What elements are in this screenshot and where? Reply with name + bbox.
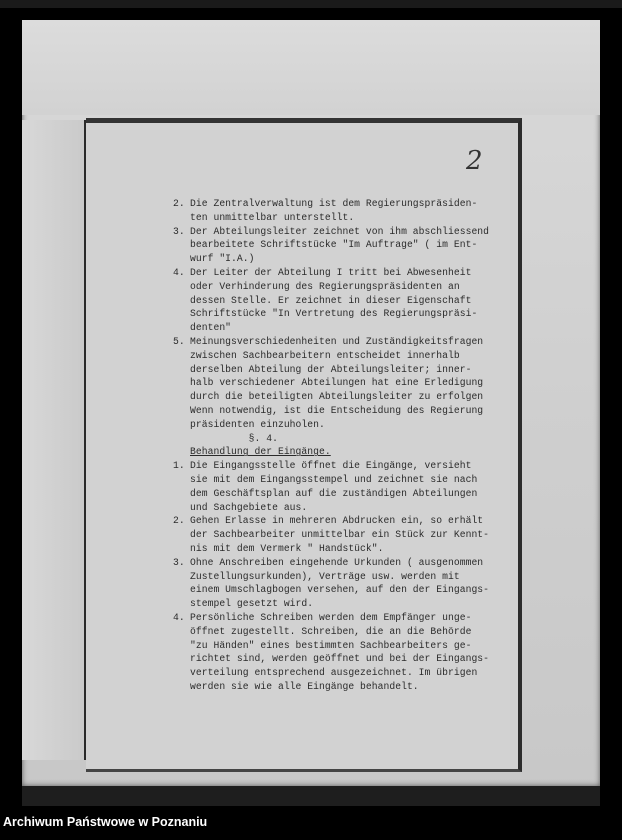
handwritten-page-number: 2 — [466, 146, 483, 176]
text-line: Der Abteilungsleiter zeichnet von ihm abschliessend — [190, 225, 490, 237]
text-line: Schriftstücke "In Vertretung des Regierungspräsi- — [190, 308, 478, 320]
text-line: Gehen Erlasse in mehreren Abdrucken ein, so erhält — [190, 515, 484, 527]
item-number: 2. — [173, 515, 185, 527]
text-line: Zustellungsurkunden), Verträge usw. werden mit — [190, 570, 460, 582]
text-line: und Sachgebiete aus. — [190, 501, 308, 513]
text-line: durch die beteiligten Abteilungsleiter zu erfolgen — [190, 391, 484, 403]
text-line: einem Umschlagbogen versehen, auf den der Eingangs- — [190, 584, 490, 596]
item-number: 3. — [173, 556, 185, 568]
text-line: denten" — [190, 322, 232, 334]
item-number: 2. — [173, 198, 185, 209]
text-line: dessen Stelle. Er zeichnet in dieser Eigenschaft — [190, 294, 472, 306]
text-line: präsidenten einzuholen. — [190, 418, 325, 430]
section-heading: Behandlung der Eingänge. — [190, 446, 331, 458]
text-line: wurf "I.A.) — [190, 253, 255, 265]
item-number: 5. — [173, 336, 185, 347]
text-line: dem Geschäftsplan auf die zuständigen Abteilungen — [190, 487, 478, 499]
text-line: ten unmittelbar unterstellt. — [190, 211, 355, 223]
text-line: öffnet zugestellt. Schreiben, die an die Behörde — [190, 625, 472, 637]
item-number: 3. — [173, 225, 185, 237]
text-line: oder Verhinderung des Regierungspräsidenten an — [190, 280, 460, 292]
text-line: "zu Händen" eines bestimmten Sachbearbeiters ge- — [190, 639, 472, 651]
text-line: bearbeitete Schriftstücke "Im Auftrage" ( im Ent- — [190, 239, 478, 251]
text-line: verteilung entsprechend ausgezeichnet. Im übrigen — [190, 667, 478, 679]
text-line: derselben Abteilung der Abteilungsleiter; inner- — [190, 363, 472, 375]
text-line: sie mit dem Eingangsstempel und zeichnet sie nach — [190, 474, 478, 485]
film-bottom-edge — [22, 786, 600, 806]
item-number: 4. — [173, 612, 185, 623]
item-number: 1. — [173, 460, 185, 472]
text-line: Wenn notwendig, ist die Entscheidung des Regierung — [190, 405, 484, 416]
text-line: Meinungsverschiedenheiten und Zuständigkeitsfragen — [190, 336, 484, 347]
text-line: Die Zentralverwaltung ist dem Regierungspräsiden- — [190, 198, 478, 209]
text-line: der Sachbearbeiter unmittelbar ein Stück zur Kennt- — [190, 529, 490, 541]
text-line: zwischen Sachbearbeitern entscheidet innerhalb — [190, 349, 460, 361]
text-line: nis mit dem Vermerk " Handstück". — [190, 543, 384, 554]
text-line: Die Eingangsstelle öffnet die Eingänge, versieht — [190, 460, 472, 472]
text-line: Der Leiter der Abteilung I tritt bei Abwesenheit — [190, 267, 472, 278]
text-line: werden sie wie alle Eingänge behandelt. — [190, 681, 419, 692]
text-line: §. 4. — [190, 432, 278, 444]
scan-top-margin — [22, 20, 600, 115]
text-line: richtet sind, werden geöffnet und bei der Eingangs- — [190, 653, 490, 665]
archive-caption: Archiwum Państwowe w Poznaniu — [3, 815, 208, 829]
previous-page-edge — [22, 120, 88, 760]
text-line: stempel gesetzt wird. — [190, 598, 314, 610]
item-number: 4. — [173, 267, 185, 278]
film-edge — [0, 0, 622, 8]
text-line: Ohne Anschreiben eingehende Urkunden ( ausgenommen — [190, 556, 484, 568]
text-line: Persönliche Schreiben werden dem Empfänger unge- — [190, 612, 472, 623]
text-line: halb verschiedener Abteilungen hat eine Erledigung — [190, 377, 484, 389]
